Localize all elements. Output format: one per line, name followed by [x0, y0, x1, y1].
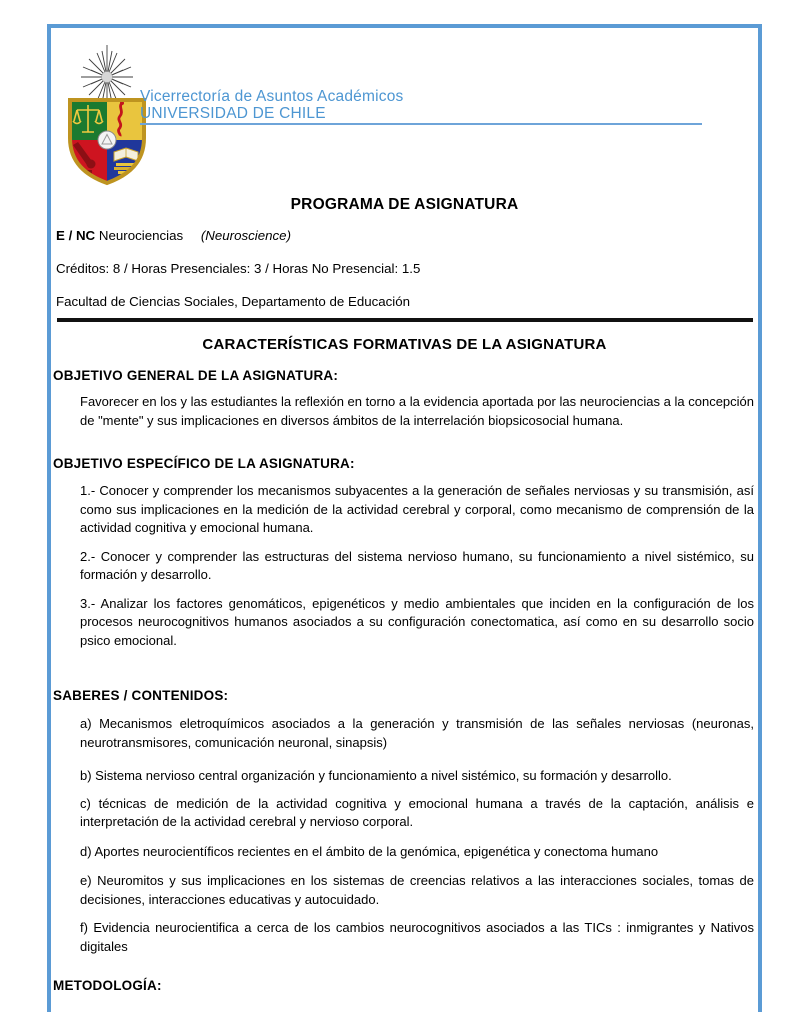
org-name-line1: Vicerrectoría de Asuntos Académicos [140, 88, 404, 105]
organization-block [140, 88, 403, 122]
saberes-item-e: e) Neuromitos y sus implicaciones en los sistemas de creencias relativos a las interacciones sociales, tomas de decisiones, interacciones educativas y autocuidado. [80, 873, 754, 907]
objetivo-especifico-item-2: 2.- Conocer y comprender las estructuras del sistema nervioso humano, su funcionamiento a nivel sistémico, su formación y desarrollo. [80, 548, 754, 582]
objetivo-especifico-item-3: 3.- Analizar los factores genomáticos, epigenéticos y medio ambientales que inciden en la configuración de los procesos neurocognitivos humanos asociados a su configuración conectomatica, así como en su desarrollo socio psico emocional. [80, 595, 754, 648]
saberes-item-a: a) Mecanismos eletroquímicos asociados a la generación y transmisión de las señales nerviosas (neuronas, neurotransmisores, comunicación neuronal, sinapsis) [80, 716, 754, 750]
document-border-frame [47, 24, 762, 1012]
objetivo-general-heading: OBJETIVO GENERAL DE LA ASIGNATURA: [53, 368, 339, 383]
course-code: E / NC [56, 228, 96, 243]
section-divider-rule [57, 318, 753, 322]
course-line [56, 227, 758, 245]
metodologia-heading: METODOLOGÍA: [53, 978, 162, 993]
formative-section-title: CARACTERÍSTICAS FORMATIVAS DE LA ASIGNATURA [202, 336, 607, 353]
saberes-heading: SABERES / CONTENIDOS: [53, 688, 229, 703]
course-name-english: (Neuroscience) [200, 228, 292, 243]
header-divider-line [140, 123, 702, 125]
saberes-item-f: f) Evidencia neurocientifica a cerca de los cambios neurocognitivos asociados a las TICs : inmigrantes y Nativos digitales [80, 920, 754, 954]
saberes-item-c: c) técnicas de medición de la actividad cognitiva y emocional humana a través de la captación, análisis e interpretación de la actividad cerebral y nervioso corporal. [80, 795, 754, 829]
credits-line: Créditos: 8 / Horas Presenciales: 3 / Horas No Presencial: 1.5 [56, 261, 421, 276]
university-crest-logo [58, 37, 150, 187]
university-crest-icon [58, 37, 150, 187]
org-name-line2: UNIVERSIDAD DE CHILE [140, 105, 326, 122]
page-title: PROGRAMA DE ASIGNATURA [290, 196, 519, 213]
objetivo-especifico-item-1: 1.- Conocer y comprender los mecanismos subyacentes a la generación de señales nerviosas y su transmisión, así como sus implicaciones en la medición de la actividad cerebral y corporal, como mecanismo de comprensión de la actividad cognitiva y emocional humana. [80, 483, 754, 535]
objetivo-general-paragraph: Favorecer en los y las estudiantes la reflexión en torno a la evidencia aportada por las neurociencias a la concepción de "mente" y sus implicaciones en diversos ámbitos de la interrelación biopsicosocial humana. [80, 394, 754, 428]
faculty-line: Facultad de Ciencias Sociales, Departamento de Educación [56, 294, 411, 309]
document-header [51, 28, 758, 180]
saberes-item-b: b) Sistema nervioso central organización y funcionamiento a nivel sistémico, su formación y desarrollo. [80, 768, 672, 783]
saberes-item-d: d) Aportes neurocientíficos recientes en el ámbito de la genómica, epigenética y conectoma humano [80, 843, 659, 859]
objetivo-especifico-heading: OBJETIVO ESPECÍFICO DE LA ASIGNATURA: [53, 456, 355, 471]
course-name: Neurociencias [98, 228, 184, 243]
